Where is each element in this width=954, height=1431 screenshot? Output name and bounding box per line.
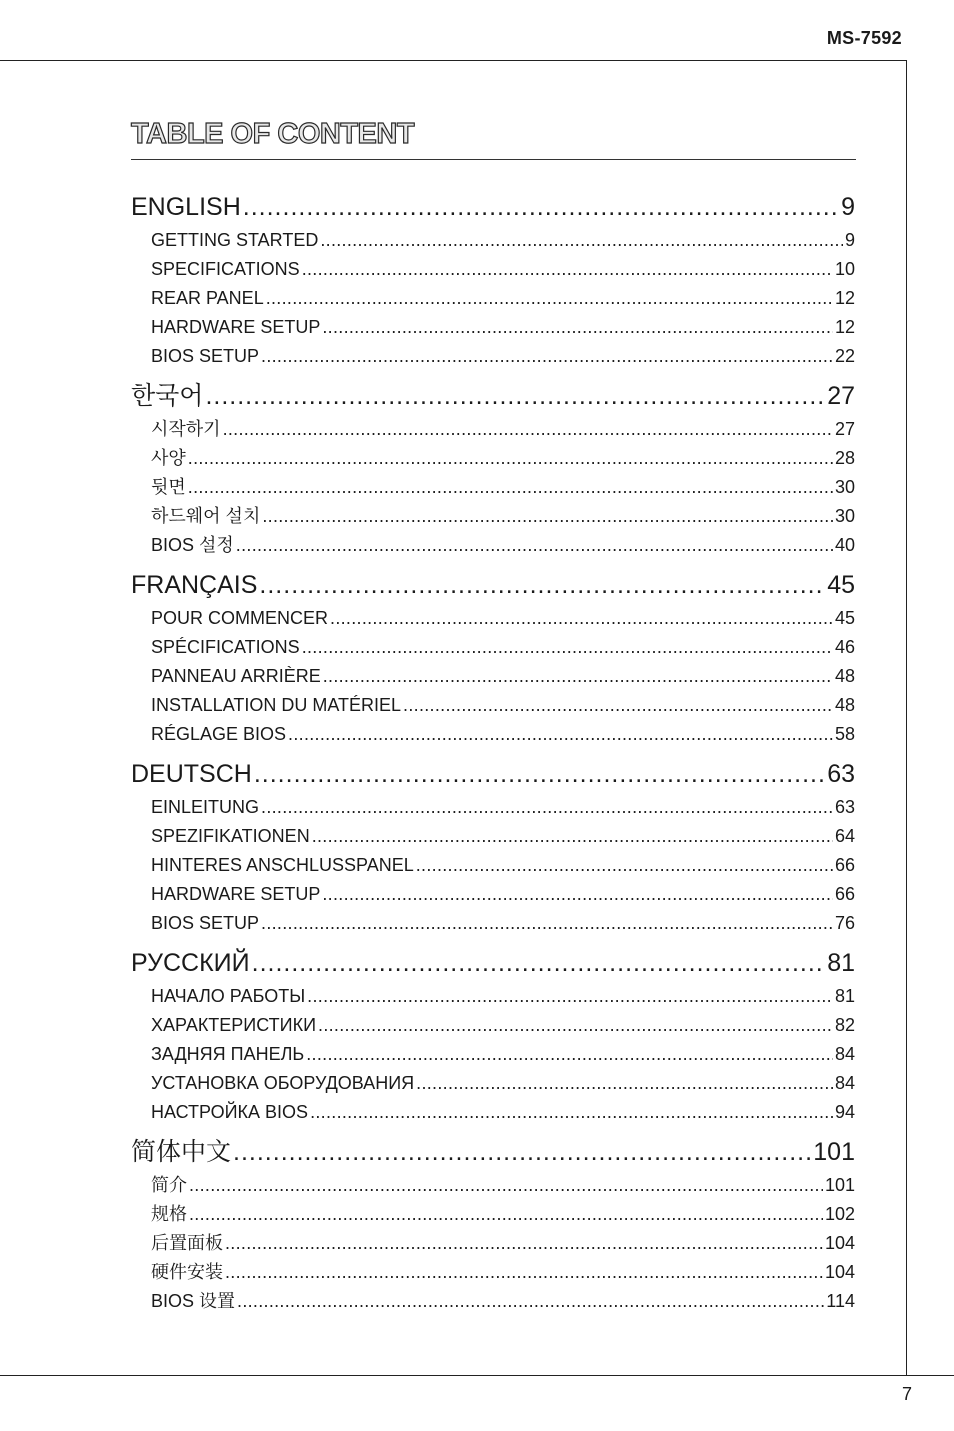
toc-subentry[interactable] (131, 1171, 855, 1200)
toc-page-number: 104 (824, 1233, 855, 1253)
toc-entry-label: HINTERES ANSCHLUSSPANEL (151, 855, 414, 875)
toc-section (131, 188, 855, 371)
toc-entry-label: INSTALLATION DU MATÉRIEL (151, 695, 402, 715)
toc-entry-label: РУССКИЙ (131, 949, 250, 977)
toc-page-number: 10 (834, 259, 855, 279)
dot-leader (225, 1258, 823, 1287)
toc-page-number: 84 (834, 1073, 855, 1093)
dot-leader (254, 755, 825, 793)
toc-page-number: 66 (834, 884, 855, 904)
toc-section (131, 1133, 855, 1316)
toc-section-entry[interactable] (131, 1133, 855, 1171)
table-of-contents (131, 188, 855, 1316)
dot-leader (318, 1011, 833, 1040)
toc-page-number: 104 (824, 1262, 855, 1282)
toc-page-number: 40 (834, 535, 855, 555)
toc-entry-label: 简介 (151, 1175, 187, 1195)
dot-leader (288, 720, 833, 749)
toc-page-number: 30 (834, 506, 855, 526)
toc-section-entry[interactable] (131, 566, 855, 604)
dot-leader (310, 1098, 833, 1127)
toc-page-number: 114 (826, 1291, 855, 1311)
title-underline (131, 159, 856, 160)
toc-entry-label: ЗАДНЯЯ ПАНЕЛЬ (151, 1044, 305, 1064)
toc-subentry[interactable] (131, 415, 855, 444)
toc-subentry[interactable] (131, 720, 855, 749)
toc-section-entry[interactable] (131, 755, 855, 793)
dot-leader (261, 342, 833, 371)
toc-page-number: 12 (834, 317, 855, 337)
toc-entry-label: SPÉCIFICATIONS (151, 637, 300, 657)
dot-leader (322, 313, 833, 342)
toc-subentry[interactable] (131, 909, 855, 938)
toc-page-number: 48 (834, 666, 855, 686)
bottom-rule (0, 1375, 954, 1376)
toc-page-number: 101 (824, 1175, 855, 1195)
toc-subentry[interactable] (131, 473, 855, 502)
dot-leader (261, 909, 833, 938)
dot-leader (320, 226, 843, 255)
toc-subentry[interactable] (131, 531, 855, 560)
toc-subentry[interactable] (131, 691, 855, 720)
dot-leader (330, 604, 833, 633)
toc-entry-label: 规格 (151, 1204, 187, 1224)
toc-subentry[interactable] (131, 851, 855, 880)
toc-section-entry[interactable] (131, 377, 855, 415)
toc-subentry[interactable] (131, 226, 855, 255)
dot-leader (261, 793, 833, 822)
toc-subentry[interactable] (131, 255, 855, 284)
toc-entry-label: DEUTSCH (131, 760, 252, 788)
toc-entry-label: BIOS SETUP (151, 913, 260, 933)
dot-leader (302, 255, 833, 284)
toc-subentry[interactable] (131, 1200, 855, 1229)
dot-leader (243, 188, 839, 226)
toc-entry-label: ENGLISH (131, 193, 241, 221)
toc-page-number: 46 (834, 637, 855, 657)
dot-leader (262, 502, 833, 531)
dot-leader (252, 944, 826, 982)
toc-section-entry[interactable] (131, 188, 855, 226)
toc-page-number: 48 (834, 695, 855, 715)
toc-subentry[interactable] (131, 313, 855, 342)
toc-subentry[interactable] (131, 822, 855, 851)
toc-subentry[interactable] (131, 793, 855, 822)
toc-page-number: 63 (834, 797, 855, 817)
toc-subentry[interactable] (131, 342, 855, 371)
toc-subentry[interactable] (131, 502, 855, 531)
toc-subentry[interactable] (131, 1069, 855, 1098)
toc-page-number: 102 (824, 1204, 855, 1224)
toc-page-number: 12 (834, 288, 855, 308)
dot-leader (416, 851, 833, 880)
toc-entry-label: 硬件安装 (151, 1262, 223, 1282)
toc-page-number: 9 (844, 230, 855, 250)
toc-subentry[interactable] (131, 1287, 855, 1316)
toc-page-number: 81 (834, 986, 855, 1006)
top-rule (0, 60, 907, 61)
toc-entry-label: BIOS 设置 (151, 1291, 236, 1311)
toc-entry-label: 한국어 (131, 382, 204, 410)
toc-section (131, 755, 855, 938)
model-number: MS-7592 (826, 28, 902, 48)
toc-subentry[interactable] (131, 662, 855, 691)
toc-entry-label: BIOS SETUP (151, 346, 260, 366)
toc-page-number: 27 (834, 419, 855, 439)
toc-entry-label: BIOS 설정 (151, 535, 234, 555)
dot-leader (306, 1040, 833, 1069)
dot-leader (302, 633, 833, 662)
page-number: 7 (901, 1384, 912, 1404)
dot-leader (323, 662, 833, 691)
right-rule (906, 60, 907, 1376)
toc-subentry[interactable] (131, 1229, 855, 1258)
toc-entry-label: 简体中文 (131, 1138, 232, 1166)
toc-entry-label: 하드웨어 설치 (151, 506, 261, 526)
toc-page-number: 45 (834, 608, 855, 628)
toc-entry-label: SPEZIFIKATIONEN (151, 826, 310, 846)
dot-leader (189, 1171, 823, 1200)
toc-entry-label: 뒷면 (151, 477, 186, 497)
toc-entry-label: PANNEAU ARRIÈRE (151, 666, 321, 686)
toc-page-number: 27 (827, 382, 855, 410)
toc-entry-label: SPECIFICATIONS (151, 259, 300, 279)
toc-entry-label: 后置面板 (151, 1233, 223, 1253)
dot-leader (259, 566, 825, 604)
toc-entry-label: НАЧАЛО РАБОТЫ (151, 986, 306, 1006)
toc-section-entry[interactable] (131, 944, 855, 982)
toc-section (131, 566, 855, 749)
toc-subentry[interactable] (131, 604, 855, 633)
dot-leader (205, 377, 825, 415)
toc-subentry[interactable] (131, 1098, 855, 1127)
toc-entry-label: НАСТРОЙКА BIOS (151, 1102, 309, 1122)
dot-leader (188, 473, 833, 502)
toc-page-number: 58 (834, 724, 855, 744)
toc-page-number: 82 (834, 1015, 855, 1035)
toc-subentry[interactable] (131, 633, 855, 662)
toc-subentry[interactable] (131, 880, 855, 909)
dot-leader (322, 880, 833, 909)
toc-page-number: 101 (813, 1138, 855, 1166)
dot-leader (189, 1200, 823, 1229)
toc-entry-label: ХАРАКТЕРИСТИКИ (151, 1015, 317, 1035)
dot-leader (307, 982, 833, 1011)
dot-leader (403, 691, 833, 720)
dot-leader (266, 284, 833, 313)
toc-entry-label: 사양 (151, 448, 186, 468)
page-title: TABLE OF CONTENT (131, 118, 415, 150)
toc-page-number: 81 (827, 949, 855, 977)
toc-page-number: 63 (827, 760, 855, 788)
toc-subentry[interactable] (131, 1011, 855, 1040)
toc-page-number: 94 (834, 1102, 855, 1122)
dot-leader (237, 1287, 824, 1316)
toc-subentry[interactable] (131, 444, 855, 473)
dot-leader (312, 822, 833, 851)
toc-entry-label: POUR COMMENCER (151, 608, 329, 628)
dot-leader (223, 415, 833, 444)
toc-entry-label: EINLEITUNG (151, 797, 260, 817)
toc-entry-label: 시작하기 (151, 419, 221, 439)
toc-entry-label: HARDWARE SETUP (151, 317, 321, 337)
toc-subentry[interactable] (131, 1258, 855, 1287)
toc-section (131, 377, 855, 560)
toc-page-number: 45 (827, 571, 855, 599)
toc-subentry[interactable] (131, 982, 855, 1011)
toc-page-number: 9 (841, 193, 855, 221)
toc-page-number: 22 (834, 346, 855, 366)
toc-entry-label: HARDWARE SETUP (151, 884, 321, 904)
toc-entry-label: REAR PANEL (151, 288, 264, 308)
toc-entry-label: УСТАНОВКА ОБОРУДОВАНИЯ (151, 1073, 415, 1093)
toc-entry-label: FRANÇAIS (131, 571, 258, 599)
toc-entry-label: RÉGLAGE BIOS (151, 724, 287, 744)
dot-leader (416, 1069, 833, 1098)
toc-page-number: 28 (834, 448, 855, 468)
toc-section (131, 944, 855, 1127)
toc-subentry[interactable] (131, 1040, 855, 1069)
dot-leader (188, 444, 833, 473)
toc-page-number: 66 (834, 855, 855, 875)
toc-page-number: 84 (834, 1044, 855, 1064)
dot-leader (233, 1133, 811, 1171)
dot-leader (225, 1229, 823, 1258)
toc-page-number: 76 (834, 913, 855, 933)
toc-page-number: 30 (834, 477, 855, 497)
dot-leader (236, 531, 833, 560)
toc-page-number: 64 (834, 826, 855, 846)
toc-entry-label: GETTING STARTED (151, 230, 319, 250)
toc-subentry[interactable] (131, 284, 855, 313)
